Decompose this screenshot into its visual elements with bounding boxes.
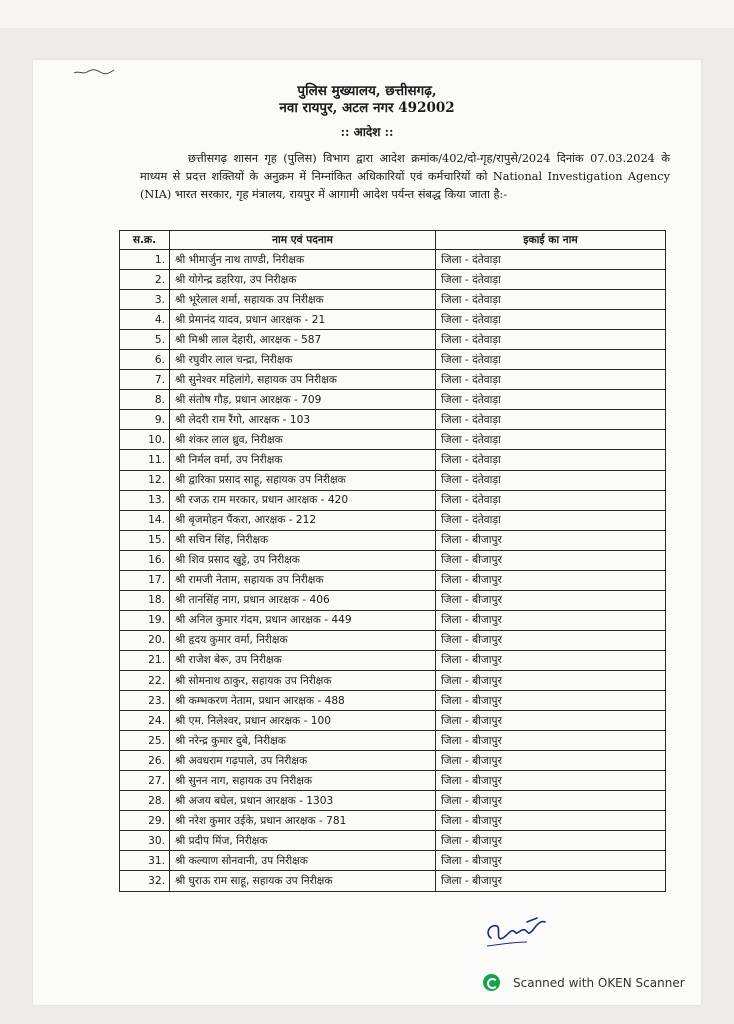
row-name: श्री प्रदीप मिंज, निरीक्षक [170,831,436,851]
row-serial: 10. [120,430,170,450]
row-unit: जिला - बीजापुर [436,811,666,831]
row-serial: 16. [120,550,170,570]
row-unit: जिला - दंतेवाड़ा [436,410,666,430]
row-serial: 5. [120,330,170,350]
table-row [120,610,666,630]
header-name: नाम एवं पदनाम [170,231,436,250]
personnel-table [119,230,666,892]
table-row [120,550,666,570]
row-name: श्री रघुवीर लाल चन्द्रा, निरीक्षक [170,350,436,370]
row-name: श्री एम. निलेश्वर, प्रधान आरक्षक - 100 [170,711,436,731]
row-name: श्री रजऊ राम मरकार, प्रधान आरक्षक - 420 [170,490,436,510]
row-unit: जिला - दंतेवाड़ा [436,290,666,310]
row-serial: 11. [120,450,170,470]
table-row [120,390,666,410]
row-serial: 15. [120,530,170,550]
table-row [120,530,666,550]
row-serial: 19. [120,610,170,630]
table-row [120,370,666,390]
row-name: श्री योगेन्द्र डहरिया, उप निरीक्षक [170,270,436,290]
table-row [120,450,666,470]
row-serial: 9. [120,410,170,430]
table-row [120,510,666,530]
row-unit: जिला - दंतेवाड़ा [436,430,666,450]
table-row [120,831,666,851]
row-serial: 17. [120,570,170,590]
row-serial: 20. [120,630,170,650]
table-row [120,290,666,310]
table-row [120,630,666,650]
row-name: श्री सुनेश्वर महिलांगे, सहायक उप निरीक्षक [170,370,436,390]
row-name: श्री भीमार्जुन नाथ ताण्डी, निरीक्षक [170,250,436,270]
row-name: श्री मिश्री लाल देहारी, आरक्षक - 587 [170,330,436,350]
table-row [120,791,666,811]
table-row [120,691,666,711]
table-row [120,310,666,330]
row-unit: जिला - बीजापुर [436,851,666,871]
row-unit: जिला - दंतेवाड़ा [436,310,666,330]
table-row [120,270,666,290]
row-serial: 2. [120,270,170,290]
row-name: श्री सचिन सिंह, निरीक्षक [170,530,436,550]
header-line-2: नवा रायपुर, अटल नगर 492002 [279,100,455,116]
table-row [120,490,666,510]
row-serial: 23. [120,691,170,711]
row-name: श्री तानसिंह नाग, प्रधान आरक्षक - 406 [170,590,436,610]
row-name: श्री बृजमोहन पैंकरा, आरक्षक - 212 [170,510,436,530]
row-serial: 28. [120,791,170,811]
row-unit: जिला - दंतेवाड़ा [436,330,666,350]
table-row [120,330,666,350]
row-serial: 25. [120,731,170,751]
row-name: श्री घुराऊ राम साहू, सहायक उप निरीक्षक [170,871,436,891]
table-row [120,410,666,430]
row-serial: 13. [120,490,170,510]
table-row [120,350,666,370]
row-serial: 29. [120,811,170,831]
table-row [120,430,666,450]
order-body-text: छत्तीसगढ़ शासन गृह (पुलिस) विभाग द्वारा आदेश क्रमांक/402/दो-गृह/रापुसे/2024 दिनांक 07.03.2024 के माध्यम से प्रदत्त शक्तियों के अनुक्रम में निम्नांकित अधिकारियों एवं कर्मचारियों को National Investigation Agency (NIA) भारत सरकार, गृह मंत्रालय, रायपुर में आगामी आदेश पर्यन्त संबद्ध किया जाता है:- [140,152,670,201]
row-name: श्री सुनन नाग, सहायक उप निरीक्षक [170,771,436,791]
row-name: श्री संतोष गौड़, प्रधान आरक्षक - 709 [170,390,436,410]
row-unit: जिला - बीजापुर [436,871,666,891]
row-name: श्री हृदय कुमार वर्मा, निरीक्षक [170,630,436,650]
table-row [120,851,666,871]
row-unit: जिला - बीजापुर [436,771,666,791]
row-name: श्री निर्मल वर्मा, उप निरीक्षक [170,450,436,470]
row-unit: जिला - बीजापुर [436,731,666,751]
row-serial: 3. [120,290,170,310]
table-row [120,650,666,670]
row-name: श्री राजेश बेरू, उप निरीक्षक [170,650,436,670]
row-name: श्री भूरेलाल शर्मा, सहायक उप निरीक्षक [170,290,436,310]
row-unit: जिला - बीजापुर [436,751,666,771]
row-name: श्री सोमनाथ ठाकुर, सहायक उप निरीक्षक [170,670,436,690]
row-unit: जिला - दंतेवाड़ा [436,390,666,410]
row-serial: 31. [120,851,170,871]
row-unit: जिला - दंतेवाड़ा [436,510,666,530]
table-header-row [120,231,666,250]
table-row [120,470,666,490]
table-row [120,871,666,891]
row-unit: जिला - बीजापुर [436,530,666,550]
pen-mark-icon [73,66,115,78]
table-row [120,570,666,590]
row-name: श्री कल्याण सोनवानी, उप निरीक्षक [170,851,436,871]
row-unit: जिला - दंतेवाड़ा [436,350,666,370]
scanner-watermark-text: Scanned with OKEN Scanner [513,975,685,990]
order-title: :: आदेश :: [340,125,394,139]
table-row [120,751,666,771]
row-serial: 6. [120,350,170,370]
row-unit: जिला - बीजापुर [436,550,666,570]
row-serial: 18. [120,590,170,610]
row-unit: जिला - दंतेवाड़ा [436,450,666,470]
row-name: श्री शिव प्रसाद खुट्टे, उप निरीक्षक [170,550,436,570]
row-name: श्री नरेन्द्र कुमार दुबे, निरीक्षक [170,731,436,751]
row-serial: 4. [120,310,170,330]
document-page [33,60,701,1005]
row-name: श्री रामजी नेताम, सहायक उप निरीक्षक [170,570,436,590]
row-serial: 32. [120,871,170,891]
row-name: श्री अजय बघेल, प्रधान आरक्षक - 1303 [170,791,436,811]
table-row [120,590,666,610]
row-unit: जिला - बीजापुर [436,691,666,711]
table-row [120,811,666,831]
row-unit: जिला - बीजापुर [436,711,666,731]
scanner-logo-icon [483,974,500,991]
row-name: श्री लेदरी राम रैंगो, आरक्षक - 103 [170,410,436,430]
row-serial: 14. [120,510,170,530]
row-unit: जिला - बीजापुर [436,630,666,650]
row-serial: 8. [120,390,170,410]
row-name: श्री द्वारिका प्रसाद साहू, सहायक उप निरीक्षक [170,470,436,490]
row-serial: 12. [120,470,170,490]
table-row [120,250,666,270]
table-row [120,670,666,690]
row-unit: जिला - बीजापुर [436,590,666,610]
table-body [120,250,666,892]
row-name: श्री प्रेमानंद यादव, प्रधान आरक्षक - 21 [170,310,436,330]
row-serial: 27. [120,771,170,791]
signature [481,908,551,954]
row-unit: जिला - दंतेवाड़ा [436,270,666,290]
table-row [120,711,666,731]
scanner-watermark [483,974,685,991]
header-unit: इकाई का नाम [436,231,666,250]
row-unit: जिला - दंतेवाड़ा [436,490,666,510]
row-unit: जिला - दंतेवाड़ा [436,370,666,390]
row-unit: जिला - दंतेवाड़ा [436,250,666,270]
row-serial: 24. [120,711,170,731]
row-serial: 26. [120,751,170,771]
row-name: श्री अनिल कुमार गंदम, प्रधान आरक्षक - 449 [170,610,436,630]
header-serial: स.क्र. [120,231,170,250]
row-unit: जिला - बीजापुर [436,831,666,851]
table-row [120,771,666,791]
row-unit: जिला - बीजापुर [436,650,666,670]
row-serial: 30. [120,831,170,851]
table-row [120,731,666,751]
row-name: श्री अवधराम गढ़पाले, उप निरीक्षक [170,751,436,771]
row-name: श्री कम्भकरण नेताम, प्रधान आरक्षक - 488 [170,691,436,711]
row-unit: जिला - बीजापुर [436,610,666,630]
row-name: श्री नरेश कुमार उईके, प्रधान आरक्षक - 781 [170,811,436,831]
order-body [140,150,670,204]
row-serial: 22. [120,670,170,690]
row-unit: जिला - बीजापुर [436,670,666,690]
row-serial: 7. [120,370,170,390]
top-bar [0,0,734,28]
row-serial: 1. [120,250,170,270]
row-unit: जिला - दंतेवाड़ा [436,470,666,490]
row-serial: 21. [120,650,170,670]
header-line-1: पुलिस मुख्यालय, छत्तीसगढ़, [297,83,437,99]
row-unit: जिला - बीजापुर [436,570,666,590]
row-unit: जिला - बीजापुर [436,791,666,811]
row-name: श्री शंकर लाल ध्रुव, निरीक्षक [170,430,436,450]
